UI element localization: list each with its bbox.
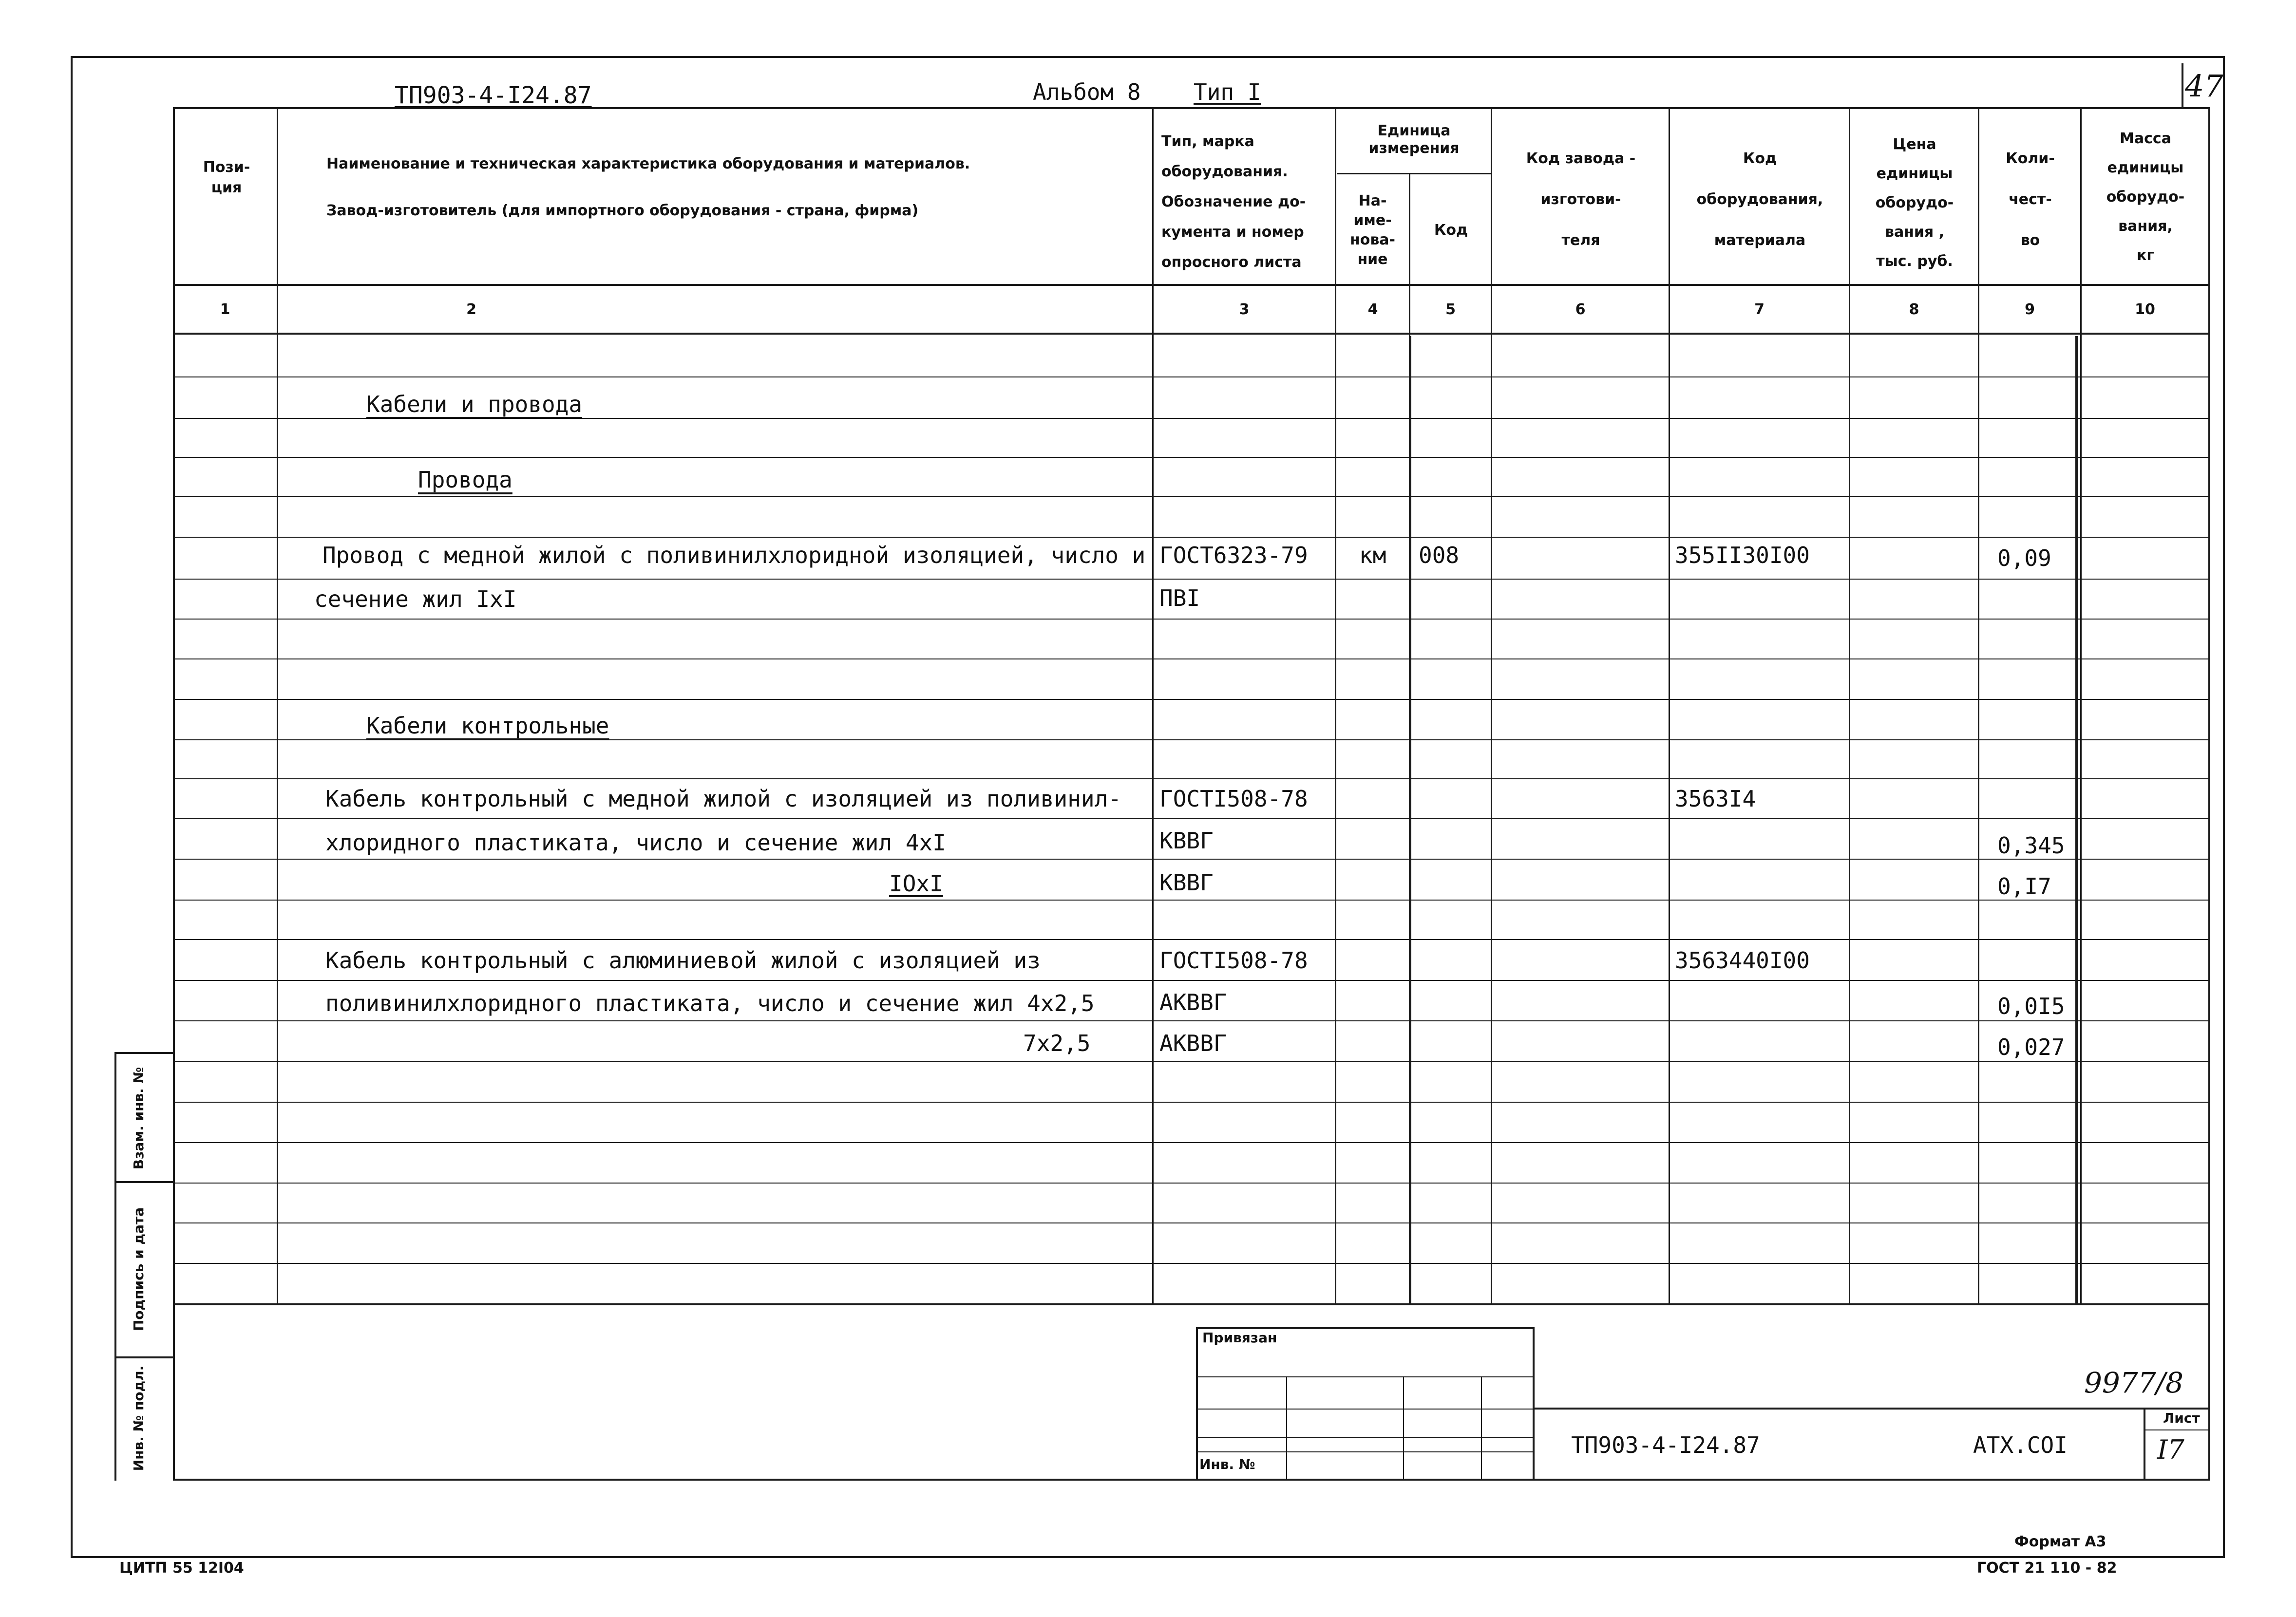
side-label-podpis: Подпись и дата	[131, 1207, 147, 1332]
column-number-8: 8	[1909, 301, 1919, 318]
row-equipment-code: 3563440I00	[1675, 947, 1810, 974]
row-description: Кабель контрольный с медной жилой с изоляцией из поливинил-	[325, 786, 1121, 812]
row-description: сечение жил IхI	[314, 586, 517, 612]
stamp-privyazan: Привязан	[1202, 1330, 1277, 1346]
album-label: Альбом 8	[1033, 79, 1141, 105]
column-number-9: 9	[2025, 301, 2035, 318]
stamp-inv-no: Инв. №	[1199, 1456, 1255, 1472]
row-quantity: 0,0I5	[1997, 993, 2065, 1019]
header-name-line2: Завод-изготовитель (для импортного оборудования - страна, фирма)	[326, 202, 919, 219]
row-doc: ГОСТ6323-79	[1159, 542, 1308, 568]
row-doc: АКВВГ	[1159, 989, 1227, 1015]
row-equipment-code: 3563I4	[1675, 786, 1756, 812]
stamp-doc-code: ТП903-4-I24.87	[1571, 1432, 1760, 1458]
footer-format: Формат А3	[2014, 1533, 2106, 1550]
row-description: Провод с медной жилой с поливинилхлоридной изоляцией, число и	[323, 542, 1146, 568]
column-number-2: 2	[466, 301, 476, 318]
header-name-line1: Наименование и техническая характеристика оборудования и материалов.	[326, 155, 970, 172]
header-position: Пози- ция	[203, 159, 250, 196]
row-doc: ПВI	[1159, 585, 1200, 611]
top-doc-code: ТП903-4-I24.87	[395, 82, 592, 109]
column-number-4: 4	[1367, 301, 1378, 318]
header-doc: Тип, марка оборудования. Обозначение до- кумента и номер опросного листа	[1161, 133, 1306, 271]
row-quantity: 0,345	[1997, 832, 2065, 859]
stamp-sheet-label: Лист	[2163, 1410, 2200, 1426]
column-number-6: 6	[1575, 301, 1586, 318]
row-doc: КВВГ	[1159, 869, 1214, 896]
section-title: Кабели контрольные	[366, 713, 609, 739]
side-label-inv: Инв. № подл.	[131, 1365, 147, 1471]
header-unit-group: Единица измерения	[1368, 122, 1460, 157]
header-price: Цена единицы оборудо- вания , тыс. руб.	[1875, 136, 1954, 270]
row-quantity: 0,09	[1997, 545, 2051, 571]
footer-citp: ЦИТП 55 12I04	[119, 1560, 244, 1577]
section-title: Кабели и провода	[366, 391, 583, 417]
column-number-3: 3	[1239, 301, 1250, 318]
row-doc: ГОСТI508-78	[1159, 786, 1308, 812]
row-unit: км	[1359, 542, 1386, 568]
section-title: Провода	[418, 467, 512, 493]
row-quantity: 0,027	[1997, 1034, 2065, 1060]
stamp-mark: АТХ.СОI	[1973, 1432, 2068, 1458]
row-description: хлоридного пластиката, число и сечение жил 4хI	[325, 829, 946, 856]
row-description: поливинилхлоридного пластиката, число и сечение жил 4х2,5	[325, 990, 1095, 1016]
row-unit-code: 008	[1419, 542, 1460, 568]
row-description: Кабель контрольный с алюминиевой жилой с изоляцией из	[325, 947, 1041, 974]
header-mass: Масса единицы оборудо- вания, кг	[2106, 130, 2185, 264]
header-unit-name: На- име- нова- ние	[1349, 192, 1396, 268]
header-unit-code: Код	[1434, 221, 1468, 239]
header-quantity: Коли- чест- во	[2006, 150, 2055, 249]
header-equipment-code: Код оборудования, материала	[1696, 150, 1823, 249]
column-number-10: 10	[2135, 301, 2155, 318]
archive-number: 9977/8	[2084, 1366, 2184, 1399]
column-number-1: 1	[220, 301, 230, 318]
row-doc: АКВВГ	[1159, 1030, 1227, 1056]
stamp-sheet-no: I7	[2157, 1434, 2184, 1465]
footer-gost: ГОСТ 21 110 - 82	[1977, 1560, 2117, 1577]
row-description: IOхI	[889, 870, 943, 897]
page-number: 47	[2185, 68, 2223, 104]
type-label: Тип I	[1194, 79, 1261, 105]
row-equipment-code: 355II30I00	[1675, 542, 1810, 568]
side-label-vzam: Взам. инв. №	[131, 1067, 147, 1170]
column-number-5: 5	[1445, 301, 1456, 318]
row-doc: ГОСТI508-78	[1159, 947, 1308, 974]
row-description: 7х2,5	[1023, 1030, 1091, 1056]
column-number-7: 7	[1754, 301, 1765, 318]
header-factory-code: Код завода - изготови- теля	[1526, 150, 1636, 249]
row-quantity: 0,I7	[1997, 873, 2051, 900]
row-doc: КВВГ	[1159, 827, 1214, 854]
